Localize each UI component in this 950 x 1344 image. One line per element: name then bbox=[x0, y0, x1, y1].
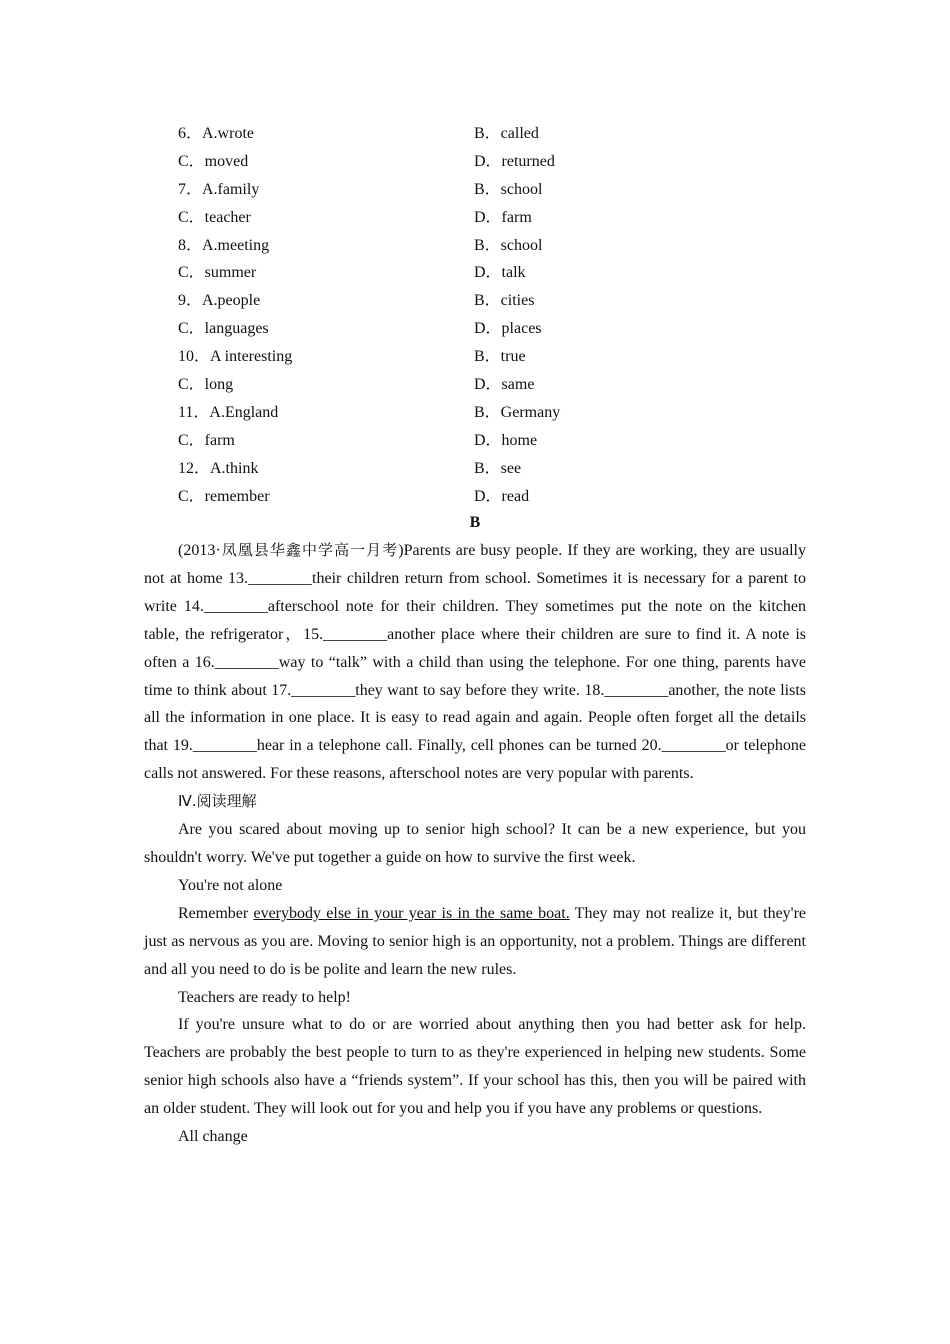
option-right: B．Germany bbox=[474, 403, 561, 421]
reading-paragraph-1: Remember everybody else in your year is in the same boat. They may not realize it, but they're just as nervous as you are. Moving to senior high is an opportunity, not a problem. Things are different and all you need to do is be polite and learn the new rules. bbox=[144, 904, 806, 978]
option-right: B．cities bbox=[474, 292, 535, 310]
option-row bbox=[178, 176, 778, 204]
option-right: B．school bbox=[474, 236, 543, 254]
option-left: C．farm bbox=[178, 431, 235, 449]
option-row bbox=[178, 287, 778, 315]
option-row bbox=[178, 315, 778, 343]
cloze-passage-text: )Parents are busy people. If they are working, they are usually not at home 13.________their children return from school. Sometimes it is necessary for a parent to write 14.________afterschool note for their children. They sometimes put the note on the kitchen table, the refrigerator，15.________another place where their children are sure to find it. A note is often a 16.________way to “talk” with a child than using the telephone. For one thing, parents have time to think about 17.________they want to say before they write. 18.________another, the note lists all the information in one place. It is easy to read again and again. People often forget all the details that 19.________hear in a telephone call. Finally, cell phones can be turned 20.________or telephone calls not answered. For these reasons, afterschool notes are very popular with parents. bbox=[144, 542, 806, 783]
option-left: 9．A.people bbox=[178, 292, 261, 310]
option-left: 8．A.meeting bbox=[178, 236, 270, 254]
option-row bbox=[178, 204, 778, 232]
option-row bbox=[178, 371, 778, 399]
option-row bbox=[178, 455, 778, 483]
option-left: C．moved bbox=[178, 152, 249, 170]
option-row bbox=[178, 148, 778, 176]
option-left: C．teacher bbox=[178, 208, 251, 226]
option-row bbox=[178, 343, 778, 371]
option-row bbox=[178, 427, 778, 455]
option-left: C．languages bbox=[178, 320, 269, 338]
option-row bbox=[178, 259, 778, 287]
section-iv-heading: Ⅳ.阅读理解 bbox=[178, 792, 257, 811]
option-row bbox=[178, 232, 778, 260]
option-left: C．remember bbox=[178, 487, 270, 505]
option-left: 11．A.England bbox=[178, 403, 279, 421]
option-right: D．returned bbox=[474, 152, 555, 170]
option-row bbox=[178, 483, 778, 511]
option-left: C．summer bbox=[178, 264, 257, 282]
option-right: D．same bbox=[474, 376, 535, 394]
option-right: B．called bbox=[474, 125, 539, 142]
subheading-teachers-help: Teachers are ready to help! bbox=[178, 988, 351, 1006]
option-right: B．see bbox=[474, 459, 522, 477]
option-row bbox=[178, 120, 778, 148]
option-left: 7．A.family bbox=[178, 180, 260, 198]
source-name: 凤凰县华鑫中学高一月考 bbox=[220, 541, 399, 559]
option-left: 6．A.wrote bbox=[178, 125, 254, 142]
option-left: 12．A.think bbox=[178, 459, 259, 477]
source-open: (2013· bbox=[178, 542, 221, 559]
option-right: D．farm bbox=[474, 208, 532, 226]
answer-options bbox=[178, 120, 778, 510]
option-right: D．talk bbox=[474, 264, 526, 282]
cloze-passage bbox=[144, 537, 806, 788]
option-left: C．long bbox=[178, 376, 234, 394]
option-left: 10．A interesting bbox=[178, 348, 293, 366]
option-right: D．places bbox=[474, 320, 542, 338]
option-right: B．true bbox=[474, 348, 526, 366]
option-right: D．read bbox=[474, 487, 530, 505]
body-text bbox=[144, 537, 806, 1151]
option-row bbox=[178, 399, 778, 427]
subheading-not-alone: You're not alone bbox=[178, 876, 283, 894]
section-b-heading: B bbox=[469, 514, 481, 531]
subheading-all-change: All change bbox=[178, 1128, 248, 1146]
underlined-phrase: everybody else in your year is in the same boat. bbox=[253, 904, 570, 922]
reading-intro: Are you scared about moving up to senior high school? It can be a new experience, but you shouldn't worry. We've put together a guide on how to survive the first week. bbox=[144, 821, 806, 866]
option-right: B．school bbox=[474, 180, 543, 198]
reading-paragraph-2: If you're unsure what to do or are worried about anything then you had better ask for help. Teachers are probably the best people to turn to as they're experienced in helping new students. Some senior high schools also have a “friends system”. If your school has this, then you will be paired with an older student. They will look out for you and help you if you have any problems or questions. bbox=[144, 1016, 806, 1118]
option-right: D．home bbox=[474, 431, 538, 449]
